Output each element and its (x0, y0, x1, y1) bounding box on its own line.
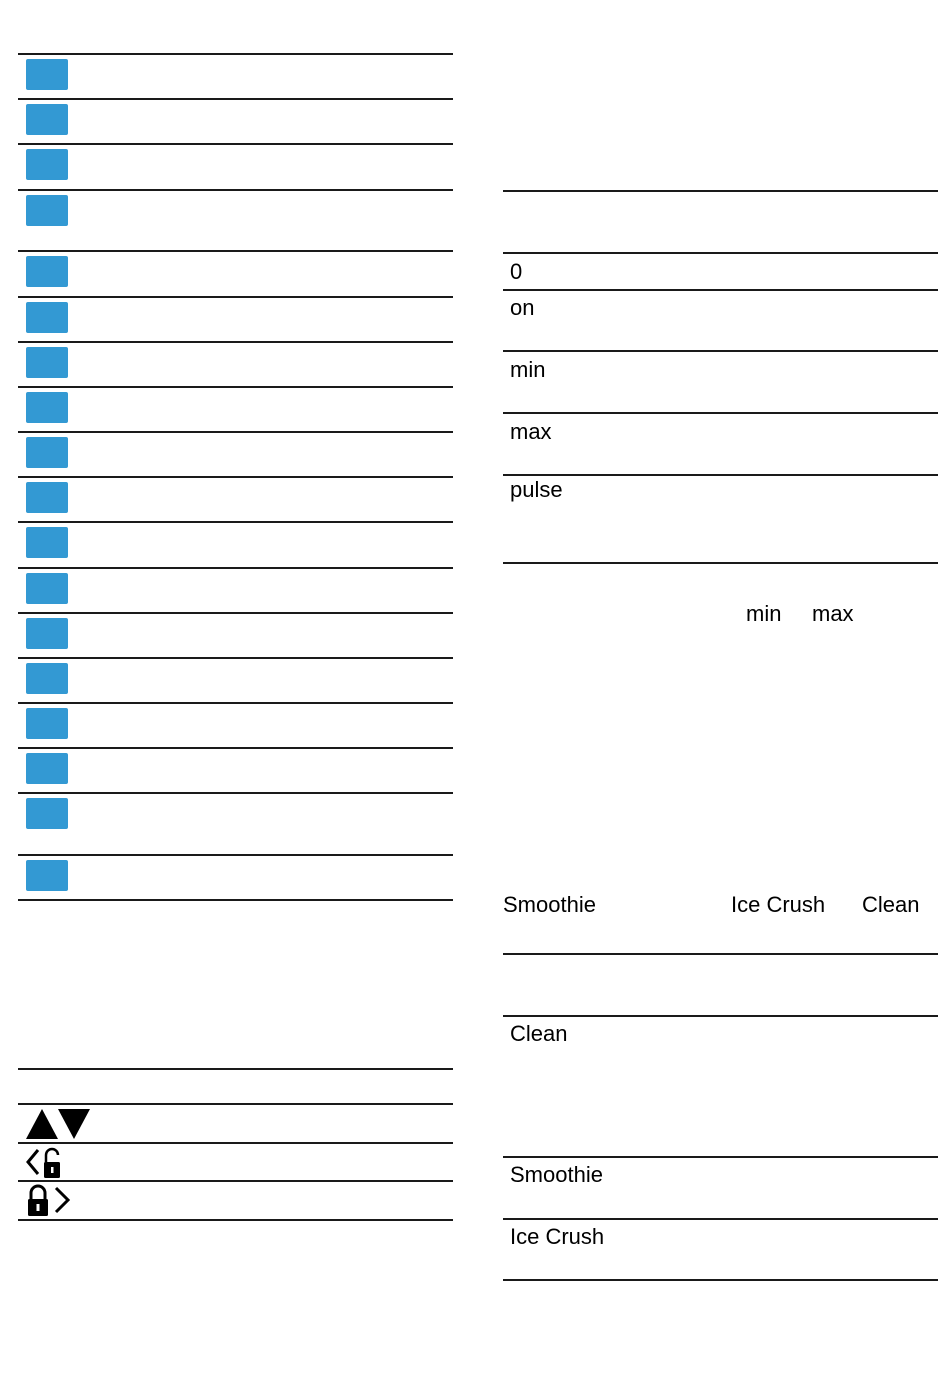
table-row (18, 523, 453, 569)
range-max-label: max (812, 601, 854, 626)
unlock-icon (24, 1146, 64, 1180)
table-row (18, 100, 453, 145)
table-row (18, 749, 453, 794)
part-badge (26, 860, 68, 891)
table-rule (503, 953, 938, 955)
part-badge (26, 482, 68, 513)
table-row (18, 343, 453, 388)
table-row (18, 55, 453, 100)
table-rule (503, 252, 938, 254)
table-rule (503, 289, 938, 291)
table-row (18, 252, 453, 298)
part-badge (26, 195, 68, 226)
speed-label-min: min (510, 357, 546, 382)
part-badge (26, 663, 68, 694)
part-badge (26, 59, 68, 90)
table-rule (503, 562, 938, 564)
part-badge (26, 392, 68, 423)
table-row (18, 388, 453, 433)
part-badge (26, 256, 68, 287)
table-row (18, 298, 453, 343)
table-row (18, 145, 453, 191)
part-badge (26, 527, 68, 558)
symbols-table (18, 1068, 453, 1221)
table-row (18, 191, 453, 252)
part-badge (26, 573, 68, 604)
part-badge (26, 104, 68, 135)
speed-label-on: on (510, 295, 535, 320)
table-rule (503, 1156, 938, 1158)
table-row (18, 704, 453, 749)
part-badge (26, 437, 68, 468)
table-row (18, 433, 453, 478)
program-ice-crush: Ice Crush (731, 892, 826, 917)
program-row-smoothie: Smoothie (510, 1162, 603, 1187)
speed-label-0: 0 (510, 259, 523, 284)
program-row-ice-crush: Ice Crush (510, 1224, 605, 1249)
range-min-label: min (746, 601, 782, 626)
table-row (18, 1105, 453, 1144)
table-row (18, 614, 453, 659)
table-row (18, 478, 453, 523)
table-rule (503, 350, 938, 352)
table-rule (503, 412, 938, 414)
table-row (18, 1144, 453, 1182)
table-rule (503, 1218, 938, 1220)
part-badge (26, 302, 68, 333)
part-badge (26, 149, 68, 180)
table-row (18, 659, 453, 704)
table-row (18, 794, 453, 856)
table-rule (503, 1015, 938, 1017)
part-badge (26, 798, 68, 829)
speed-label-max: max (510, 419, 552, 444)
parts-table (18, 53, 453, 901)
table-rule (503, 1279, 938, 1281)
table-row (18, 569, 453, 614)
program-smoothie: Smoothie (503, 892, 596, 917)
part-badge (26, 618, 68, 649)
lock-icon (24, 1184, 74, 1218)
speed-label-pulse: pulse (510, 477, 563, 502)
program-row-clean: Clean (510, 1021, 568, 1046)
table-rule (503, 474, 938, 476)
up-down-arrows-icon (24, 1107, 92, 1141)
table-rule (503, 190, 938, 192)
part-badge (26, 347, 68, 378)
part-badge (26, 753, 68, 784)
program-clean: Clean (862, 892, 920, 917)
part-badge (26, 708, 68, 739)
table-row (18, 1182, 453, 1221)
table-row (18, 856, 453, 901)
table-row (18, 1070, 453, 1105)
